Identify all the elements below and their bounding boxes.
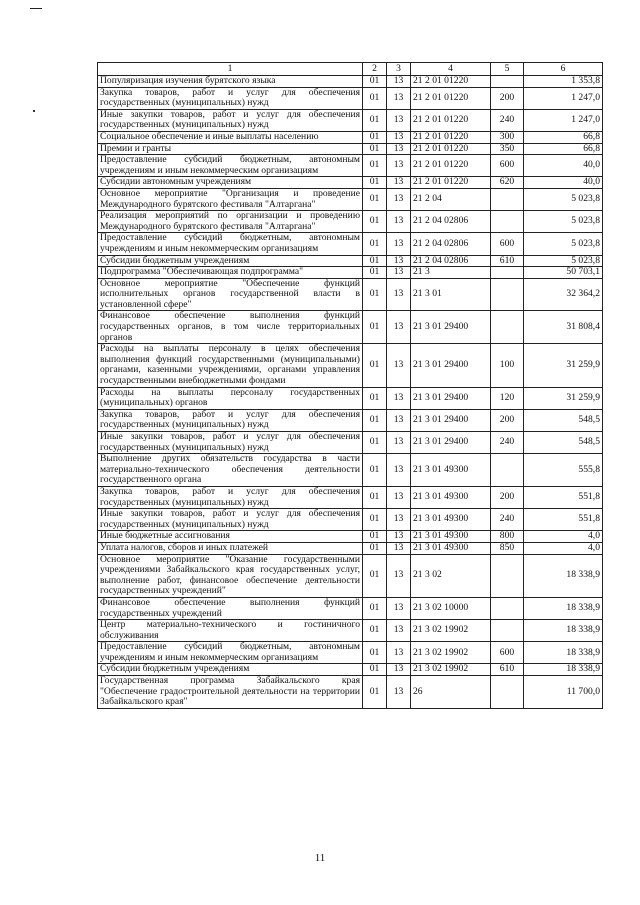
corner-mark (30, 8, 42, 9)
row-name: Предоставление субсидий бюджетным, автономным учреждениям и иным некоммерческим организациям (98, 233, 363, 255)
row-amount: 548,5 (524, 432, 603, 454)
row-target-code: 21 2 01 01220 (411, 76, 491, 88)
table-row (98, 554, 603, 597)
row-name: Иные бюджетные ассигнования (98, 531, 363, 543)
row-expense-type: 240 (491, 432, 524, 454)
row-section: 01 (363, 233, 387, 255)
row-subsection: 13 (387, 76, 411, 88)
row-section: 01 (363, 676, 387, 709)
table-row (98, 155, 603, 177)
column-header: 4 (411, 63, 491, 76)
row-name: Иные закупки товаров, работ и услуг для обеспечения государственных (муниципальных) нужд (98, 509, 363, 531)
table-row (98, 76, 603, 88)
row-subsection: 13 (387, 188, 411, 210)
row-amount: 5 023,8 (524, 255, 603, 267)
row-target-code: 26 (411, 676, 491, 709)
row-name: Закупка товаров, работ и услуг для обеспечения государственных (муниципальных) нужд (98, 486, 363, 508)
table-row (98, 531, 603, 543)
row-name: Популяризация изучения бурятского языка (98, 76, 363, 88)
row-section: 01 (363, 620, 387, 642)
row-section: 01 (363, 131, 387, 143)
row-target-code: 21 3 01 29400 (411, 311, 491, 344)
row-section: 01 (363, 278, 387, 311)
table-row (98, 311, 603, 344)
row-target-code: 21 3 02 19902 (411, 642, 491, 664)
row-expense-type: 600 (491, 233, 524, 255)
row-amount: 1 353,8 (524, 76, 603, 88)
row-target-code: 21 3 01 29400 (411, 409, 491, 431)
row-expense-type: 800 (491, 531, 524, 543)
row-amount: 1 247,0 (524, 109, 603, 131)
row-expense-type: 200 (491, 87, 524, 109)
row-subsection: 13 (387, 454, 411, 487)
row-name: Закупка товаров, работ и услуг для обеспечения государственных (муниципальных) нужд (98, 87, 363, 109)
row-subsection: 13 (387, 542, 411, 554)
table-row (98, 664, 603, 676)
row-name: Основное мероприятие "Обеспечение функций исполнительных органов государственной власти в установленной сфере" (98, 278, 363, 311)
row-expense-type: 200 (491, 486, 524, 508)
row-target-code: 21 3 01 49300 (411, 531, 491, 543)
row-subsection: 13 (387, 344, 411, 387)
row-amount: 548,5 (524, 409, 603, 431)
row-subsection: 13 (387, 143, 411, 155)
table-header-row (98, 63, 603, 76)
row-name: Государственная программа Забайкальского края "Обеспечение градостроительной деятельности на территории Забайкальского края" (98, 676, 363, 709)
row-section: 01 (363, 255, 387, 267)
row-expense-type (491, 620, 524, 642)
table-row (98, 278, 603, 311)
row-section: 01 (363, 486, 387, 508)
table-row (98, 177, 603, 189)
row-amount: 18 338,9 (524, 597, 603, 619)
row-expense-type: 240 (491, 109, 524, 131)
column-header: 2 (363, 63, 387, 76)
row-section: 01 (363, 267, 387, 279)
row-amount: 66,8 (524, 143, 603, 155)
table-row (98, 509, 603, 531)
table-row (98, 387, 603, 409)
row-target-code: 21 3 (411, 267, 491, 279)
row-section: 01 (363, 311, 387, 344)
row-amount: 4,0 (524, 531, 603, 543)
table-row (98, 267, 603, 279)
row-amount: 40,0 (524, 155, 603, 177)
row-amount: 551,8 (524, 486, 603, 508)
row-subsection: 13 (387, 233, 411, 255)
row-subsection: 13 (387, 87, 411, 109)
row-name: Финансовое обеспечение выполнения функций государственных учреждений (98, 597, 363, 619)
column-header: 6 (524, 63, 603, 76)
row-amount: 551,8 (524, 509, 603, 531)
table-row (98, 642, 603, 664)
row-subsection: 13 (387, 131, 411, 143)
row-amount: 18 338,9 (524, 620, 603, 642)
row-name: Расходы на выплаты персоналу в целях обеспечения выполнения функций государственными (муниципальными) органами, казенными учреждениями, органами управления государственными внебюджетными фондами (98, 344, 363, 387)
column-header: 3 (387, 63, 411, 76)
row-name: Предоставление субсидий бюджетным, автономным учреждениям и иным некоммерческим организациям (98, 155, 363, 177)
row-amount: 32 364,2 (524, 278, 603, 311)
row-expense-type: 610 (491, 255, 524, 267)
table-row (98, 620, 603, 642)
column-header: 5 (491, 63, 524, 76)
row-target-code: 21 2 01 01220 (411, 131, 491, 143)
row-expense-type (491, 188, 524, 210)
row-name: Финансовое обеспечение выполнения функций государственных органов, в том числе территориальных органов (98, 311, 363, 344)
row-target-code: 21 3 01 49300 (411, 542, 491, 554)
row-amount: 18 338,9 (524, 554, 603, 597)
row-name: Премии и гранты (98, 143, 363, 155)
row-expense-type: 300 (491, 131, 524, 143)
row-subsection: 13 (387, 278, 411, 311)
row-section: 01 (363, 344, 387, 387)
row-expense-type (491, 597, 524, 619)
row-expense-type: 200 (491, 409, 524, 431)
row-subsection: 13 (387, 311, 411, 344)
row-expense-type (491, 311, 524, 344)
row-expense-type (491, 676, 524, 709)
row-amount: 50 703,1 (524, 267, 603, 279)
row-section: 01 (363, 155, 387, 177)
row-expense-type (491, 76, 524, 88)
table-row (98, 109, 603, 131)
row-section: 01 (363, 188, 387, 210)
row-amount: 5 023,8 (524, 233, 603, 255)
row-expense-type: 850 (491, 542, 524, 554)
row-expense-type: 240 (491, 509, 524, 531)
row-name: Субсидии автономным учреждениям (98, 177, 363, 189)
row-subsection: 13 (387, 387, 411, 409)
row-section: 01 (363, 432, 387, 454)
table-row (98, 87, 603, 109)
row-expense-type (491, 454, 524, 487)
row-subsection: 13 (387, 267, 411, 279)
row-target-code: 21 3 02 (411, 554, 491, 597)
row-target-code: 21 3 01 29400 (411, 432, 491, 454)
row-name: Расходы на выплаты персоналу государственных (муниципальных) органов (98, 387, 363, 409)
row-subsection: 13 (387, 509, 411, 531)
row-section: 01 (363, 642, 387, 664)
row-target-code: 21 2 04 (411, 188, 491, 210)
row-subsection: 13 (387, 155, 411, 177)
row-target-code: 21 3 02 19902 (411, 620, 491, 642)
row-target-code: 21 3 02 10000 (411, 597, 491, 619)
row-expense-type (491, 267, 524, 279)
row-section: 01 (363, 454, 387, 487)
row-name: Уплата налогов, сборов и иных платежей (98, 542, 363, 554)
row-target-code: 21 3 01 29400 (411, 387, 491, 409)
row-subsection: 13 (387, 664, 411, 676)
row-name: Закупка товаров, работ и услуг для обеспечения государственных (муниципальных) нужд (98, 409, 363, 431)
row-section: 01 (363, 387, 387, 409)
row-name: Социальное обеспечение и иные выплаты населению (98, 131, 363, 143)
row-target-code: 21 2 01 01220 (411, 143, 491, 155)
table-row (98, 143, 603, 155)
row-expense-type (491, 211, 524, 233)
table-row (98, 486, 603, 508)
table-row (98, 454, 603, 487)
row-expense-type (491, 554, 524, 597)
table-row (98, 409, 603, 431)
table-body (98, 76, 603, 709)
table-row (98, 676, 603, 709)
row-name: Центр материально-технического и гостиничного обслуживания (98, 620, 363, 642)
row-subsection: 13 (387, 211, 411, 233)
row-subsection: 13 (387, 432, 411, 454)
row-target-code: 21 2 01 01220 (411, 87, 491, 109)
row-name: Реализация мероприятий по организации и проведению Международного бурятского фестиваля "Алтаргана" (98, 211, 363, 233)
row-section: 01 (363, 597, 387, 619)
row-subsection: 13 (387, 620, 411, 642)
row-subsection: 13 (387, 597, 411, 619)
row-section: 01 (363, 542, 387, 554)
row-name: Выполнение других обязательств государства в части материально-технического обеспечения деятельности государственного органа (98, 454, 363, 487)
row-amount: 18 338,9 (524, 664, 603, 676)
row-section: 01 (363, 87, 387, 109)
row-target-code: 21 2 01 01220 (411, 155, 491, 177)
row-section: 01 (363, 76, 387, 88)
row-name: Иные закупки товаров, работ и услуг для обеспечения государственных (муниципальных) нужд (98, 432, 363, 454)
table-row (98, 542, 603, 554)
row-section: 01 (363, 531, 387, 543)
row-amount: 1 247,0 (524, 87, 603, 109)
row-name: Предоставление субсидий бюджетным, автономным учреждениям и иным некоммерческим организациям (98, 642, 363, 664)
row-target-code: 21 2 04 02806 (411, 255, 491, 267)
table-row (98, 233, 603, 255)
row-expense-type: 350 (491, 143, 524, 155)
row-subsection: 13 (387, 554, 411, 597)
table-row (98, 432, 603, 454)
row-section: 01 (363, 509, 387, 531)
row-expense-type: 620 (491, 177, 524, 189)
row-target-code: 21 3 01 49300 (411, 486, 491, 508)
row-target-code: 21 3 01 29400 (411, 344, 491, 387)
row-amount: 31 259,9 (524, 387, 603, 409)
row-name: Субсидии бюджетным учреждениям (98, 255, 363, 267)
row-target-code: 21 3 01 (411, 278, 491, 311)
row-expense-type (491, 278, 524, 311)
row-amount: 18 338,9 (524, 642, 603, 664)
budget-table (97, 62, 603, 709)
row-section: 01 (363, 211, 387, 233)
row-subsection: 13 (387, 642, 411, 664)
row-target-code: 21 2 04 02806 (411, 211, 491, 233)
row-amount: 66,8 (524, 131, 603, 143)
row-subsection: 13 (387, 255, 411, 267)
row-amount: 5 023,8 (524, 211, 603, 233)
row-subsection: 13 (387, 486, 411, 508)
row-amount: 4,0 (524, 542, 603, 554)
row-target-code: 21 2 01 01220 (411, 177, 491, 189)
row-amount: 40,0 (524, 177, 603, 189)
row-amount: 5 023,8 (524, 188, 603, 210)
column-header: 1 (98, 63, 363, 76)
row-name: Субсидии бюджетным учреждениям (98, 664, 363, 676)
row-target-code: 21 3 01 49300 (411, 509, 491, 531)
row-section: 01 (363, 177, 387, 189)
row-expense-type: 610 (491, 664, 524, 676)
row-amount: 555,8 (524, 454, 603, 487)
row-section: 01 (363, 664, 387, 676)
row-expense-type: 120 (491, 387, 524, 409)
row-target-code: 21 2 04 02806 (411, 233, 491, 255)
row-amount: 11 700,0 (524, 676, 603, 709)
row-target-code: 21 3 01 49300 (411, 454, 491, 487)
table-row (98, 131, 603, 143)
row-subsection: 13 (387, 177, 411, 189)
row-expense-type: 100 (491, 344, 524, 387)
row-name: Подпрограмма "Обеспечивающая подпрограмма" (98, 267, 363, 279)
row-section: 01 (363, 143, 387, 155)
margin-dot (33, 110, 35, 112)
row-name: Основное мероприятие "Оказание государственными учреждениями Забайкальского края государственных услуг, выполнение работ, финансовое обеспечение деятельности государственных учреждений" (98, 554, 363, 597)
table-row (98, 211, 603, 233)
row-subsection: 13 (387, 676, 411, 709)
table-row (98, 597, 603, 619)
row-name: Основное мероприятие "Организация и проведение Международного бурятского фестиваля "Алтаргана" (98, 188, 363, 210)
row-subsection: 13 (387, 109, 411, 131)
row-expense-type: 600 (491, 155, 524, 177)
row-target-code: 21 3 02 19902 (411, 664, 491, 676)
page-number: 11 (314, 852, 326, 864)
row-subsection: 13 (387, 531, 411, 543)
row-amount: 31 808,4 (524, 311, 603, 344)
row-expense-type: 600 (491, 642, 524, 664)
row-target-code: 21 2 01 01220 (411, 109, 491, 131)
row-subsection: 13 (387, 409, 411, 431)
row-section: 01 (363, 109, 387, 131)
row-amount: 31 259,9 (524, 344, 603, 387)
table-row (98, 344, 603, 387)
row-section: 01 (363, 554, 387, 597)
table-row (98, 255, 603, 267)
table-row (98, 188, 603, 210)
row-name: Иные закупки товаров, работ и услуг для обеспечения государственных (муниципальных) нужд (98, 109, 363, 131)
row-section: 01 (363, 409, 387, 431)
